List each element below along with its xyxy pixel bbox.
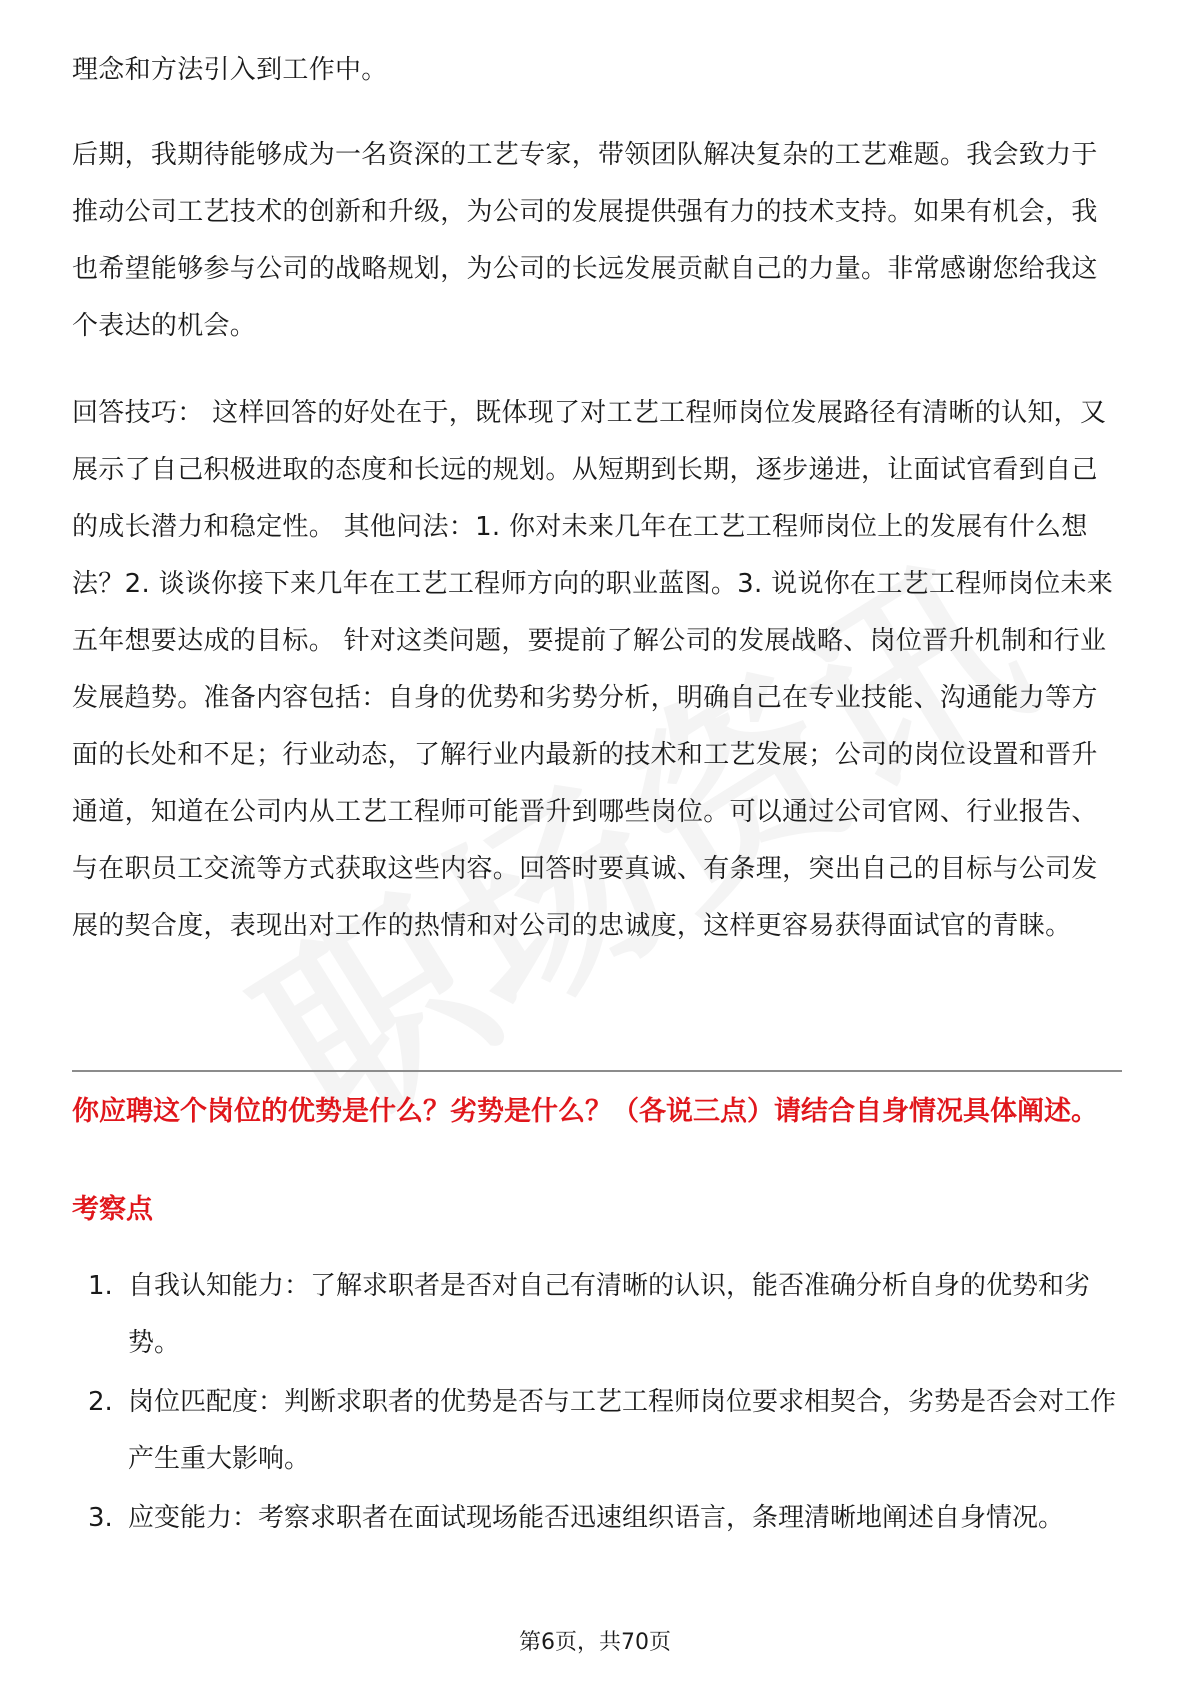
paragraph-continuation: 理念和方法引入到工作中。 [72, 55, 388, 85]
page-number-footer: 第6页，共70页 [519, 1630, 671, 1655]
body-text [72, 42, 1122, 985]
list-item [72, 1374, 1122, 1488]
paragraph-career-plan: 后期，我期待能够成为一名资深的工艺专家，带领团队解决复杂的工艺难题。我会致力于推动公司工艺技术的创新和升级，为公司的发展提供强有力的技术支持。如果有机会，我也希望能够参与公司的战略规划，为公司的长远发展贡献自己的力量。非常感谢您给我这个表达的机会。 [72, 140, 1098, 341]
question-heading: 你应聘这个岗位的优势是什么？劣势是什么？（各说三点）请结合自身情况具体阐述。 [72, 1096, 1098, 1127]
list-item-text: 自我认知能力：了解求职者是否对自己有清晰的认识，能否准确分析自身的优势和劣势。 [128, 1271, 1091, 1358]
assessment-points-list [72, 1258, 1122, 1549]
list-item-text: 应变能力：考察求职者在面试现场能否迅速组织语言，条理清晰地阐述自身情况。 [128, 1503, 1065, 1533]
list-item [72, 1258, 1122, 1372]
list-item-text: 岗位匹配度：判断求职者的优势是否与工艺工程师岗位要求相契合，劣势是否会对工作产生重大影响。 [128, 1387, 1117, 1474]
list-item-number: 3. [88, 1503, 113, 1533]
list-item-number: 1. [88, 1271, 113, 1301]
list-item-number: 2. [88, 1387, 113, 1417]
section-divider [72, 1070, 1122, 1072]
paragraph-answer-tips: 回答技巧： 这样回答的好处在于，既体现了对工艺工程师岗位发展路径有清晰的认知，又展示了自己积极进取的态度和长远的规划。从短期到长期，逐步递进，让面试官看到自己的成长潜力和稳定性。 其他问法：1. 你对未来几年在工艺工程师岗位上的发展有什么想法？2. 谈谈你接下来几年在工艺工程师方向的职业蓝图。3. 说说你在工艺工程师岗位未来五年想要达成的目标。 针对这类问题，要提前了解公司的发展战略、岗位晋升机制和行业发展趋势。准备内容包括：自身的优势和劣势分析，明确自己在专业技能、沟通能力等方面的长处和不足；行业动态，了解行业内最新的技术和工艺发展；公司的岗位设置和晋升通道，知道在公司内从工艺工程师可能晋升到哪些岗位。可以通过公司官网、行业报告、与在职员工交流等方式获取这些内容。回答时要真诚、有条理，突出自己的目标与公司发展的契合度，表现出对工作的热情和对公司的忠诚度，这样更容易获得面试官的青睐。 [72, 398, 1114, 941]
section-title-assessment: 考察点 [72, 1194, 153, 1225]
list-item [72, 1490, 1122, 1547]
